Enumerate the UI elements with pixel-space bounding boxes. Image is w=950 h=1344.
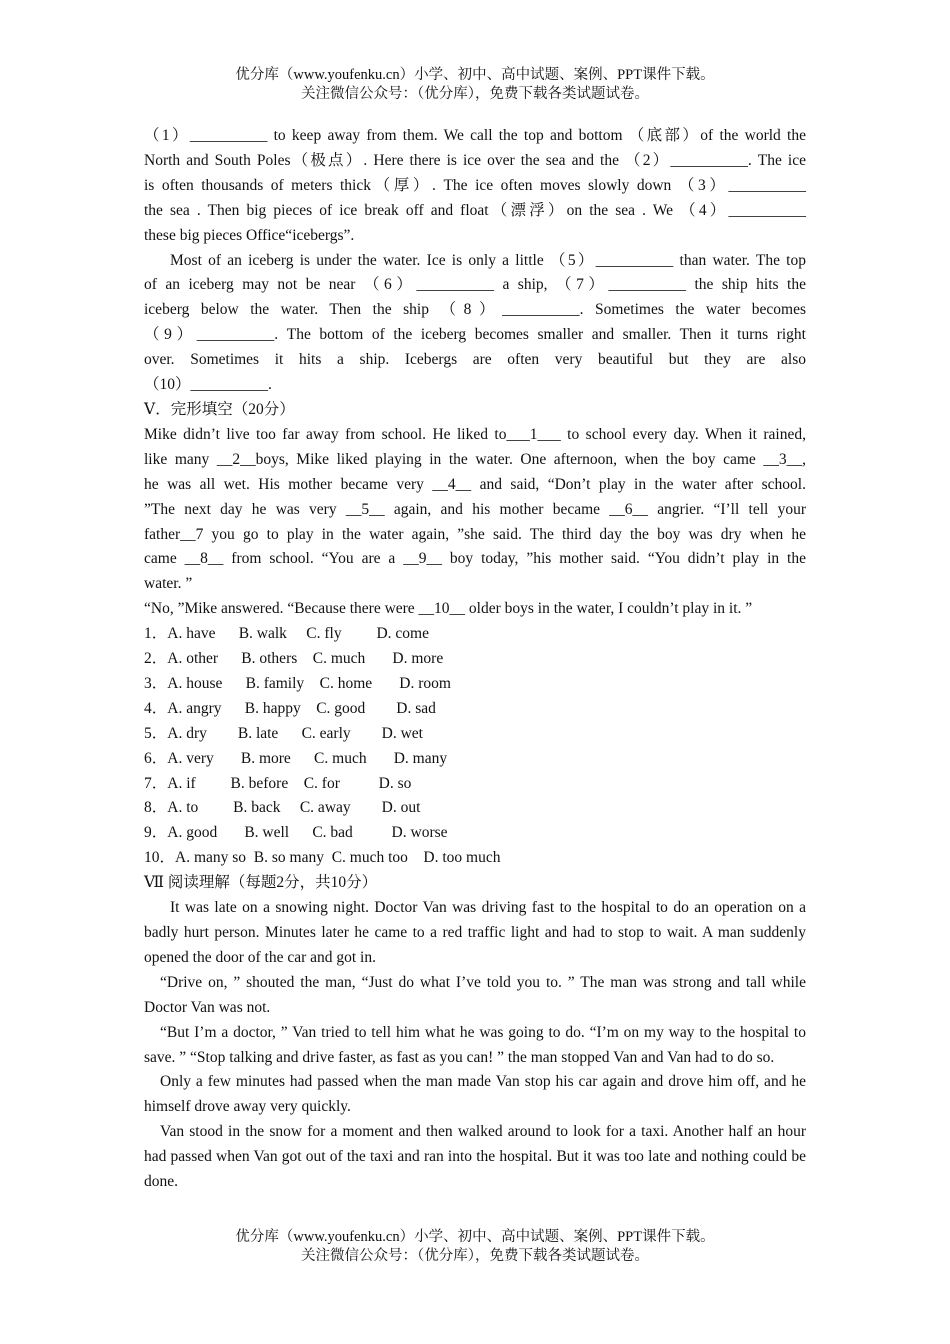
option-line: 5．A. dry B. late C. early D. wet (144, 724, 423, 742)
footer-line-1: 优分库（www.youfenku.cn）小学、初中、高中试题、案例、PPT课件下载。 (235, 1229, 715, 1245)
cloze-line: water. ” (144, 575, 193, 593)
cloze-line: he was all wet. His mother became very __4__ and said, “Don’t play in the water after school. (144, 475, 806, 493)
option-line: 1．A. have B. walk C. fly D. come (144, 625, 429, 643)
passage-1 (144, 124, 806, 398)
text-line: North and South Poles（极点）. Here there is ice over the sea and the （2）__________. The ice (144, 151, 806, 169)
document-body (144, 124, 806, 1195)
footer-line-2: 关注微信公众号：（优分库），免费下载各类试题试卷。 (301, 1248, 649, 1264)
text-line: the sea . Then big pieces of ice break off and float（漂浮）on the sea . We （4）__________ (144, 201, 806, 219)
paragraph: “But I’m a doctor, ” Van tried to tell him what he was going to do. “I’m on my way to the hospital to save. ” “Stop talking and drive faster, as fast as you can! ” the man stopped Van and Van had to do so. (144, 1023, 806, 1066)
page-footer (0, 1228, 950, 1266)
paragraph: It was late on a snowing night. Doctor Van was driving fast to the hospital to do an operation on a badly hurt person. Minutes later he came to a red traffic light and had to stop to wait. A man suddenly opened the door of the car and got in. (144, 899, 806, 966)
text-line: these big pieces Office“icebergs”. (144, 226, 355, 244)
text-line: is often thousands of meters thick（厚）. The ice often moves slowly down （3）__________ (144, 176, 806, 194)
paragraph: Van stood in the snow for a moment and then walked around to look for a taxi. Another half an hour had passed when Van got out of the taxi and ran into the hospital. But it was too late and nothing could be done. (144, 1123, 806, 1191)
paragraph: Only a few minutes had passed when the man made Van stop his car again and drove him off, and he himself drove away very quickly. (144, 1073, 806, 1116)
text-line: over. Sometimes it hits a ship. Icebergs are often very beautiful but they are also (144, 351, 806, 369)
option-line: 10．A. many so B. so many C. much too D. too much (144, 849, 501, 867)
text-line: Most of an iceberg is under the water. Ice is only a little （5）__________ than water. The top (170, 251, 806, 269)
cloze-line: “No, ”Mike answered. “Because there were __10__ older boys in the water, I couldn’t play in it. ” (144, 600, 753, 618)
option-line: 4．A. angry B. happy C. good D. sad (144, 699, 436, 717)
cloze-line: ”The next day he was very __5__ again, and his mother became __6__ angrier. “I’ll tell your (144, 500, 806, 518)
cloze-line: came __8__ from school. “You are a __9__ boy today, ”his mother said. “You didn’t play in the (144, 550, 806, 568)
option-line: 3．A. house B. family C. home D. room (144, 674, 451, 692)
cloze-line: father__7 you go to play in the water again, ”she said. The third day the boy was dry when he (144, 525, 806, 543)
text-line: （9）__________. The bottom of the iceberg becomes smaller and smaller. Then it turns right (144, 326, 806, 344)
section-7 (144, 871, 806, 1195)
option-line: 6．A. very B. more C. much D. many (144, 749, 448, 767)
text-line: （10）__________. (144, 376, 272, 394)
text-line: of an iceberg may not be near （6）__________ a ship, （7）__________ the ship hits the (144, 276, 806, 294)
cloze-line: Mike didn’t live too far away from school. He liked to___1___ to school every day. When it rained, (144, 425, 806, 443)
option-line: 9．A. good B. well C. bad D. worse (144, 824, 448, 842)
section-title: Ⅶ 阅读理解（每题2分，共10分） (144, 874, 378, 892)
option-line: 7．A. if B. before C. for D. so (144, 774, 412, 792)
option-line: 8．A. to B. back C. away D. out (144, 799, 421, 817)
text-line: iceberg below the water. Then the ship （8）__________. Sometimes the water becomes (144, 301, 806, 319)
cloze-line: like many __2__boys, Mike liked playing in the water. One afternoon, when the boy came __3__, (144, 450, 806, 468)
section-5 (144, 398, 806, 871)
header-line-1: 优分库（www.youfenku.cn）小学、初中、高中试题、案例、PPT课件下载。 (235, 67, 715, 83)
header-line-2: 关注微信公众号：（优分库），免费下载各类试题试卷。 (301, 86, 649, 102)
paragraph: “Drive on, ” shouted the man, “Just do what I’ve told you to. ” The man was strong and tall while Doctor Van was not. (144, 973, 806, 1016)
page-header (0, 66, 950, 104)
section-title: Ⅴ．完形填空（20分） (144, 400, 295, 418)
option-line: 2．A. other B. others C. much D. more (144, 650, 444, 668)
text-line: （1）__________ to keep away from them. We call the top and bottom （底部）of the world the (144, 127, 806, 144)
